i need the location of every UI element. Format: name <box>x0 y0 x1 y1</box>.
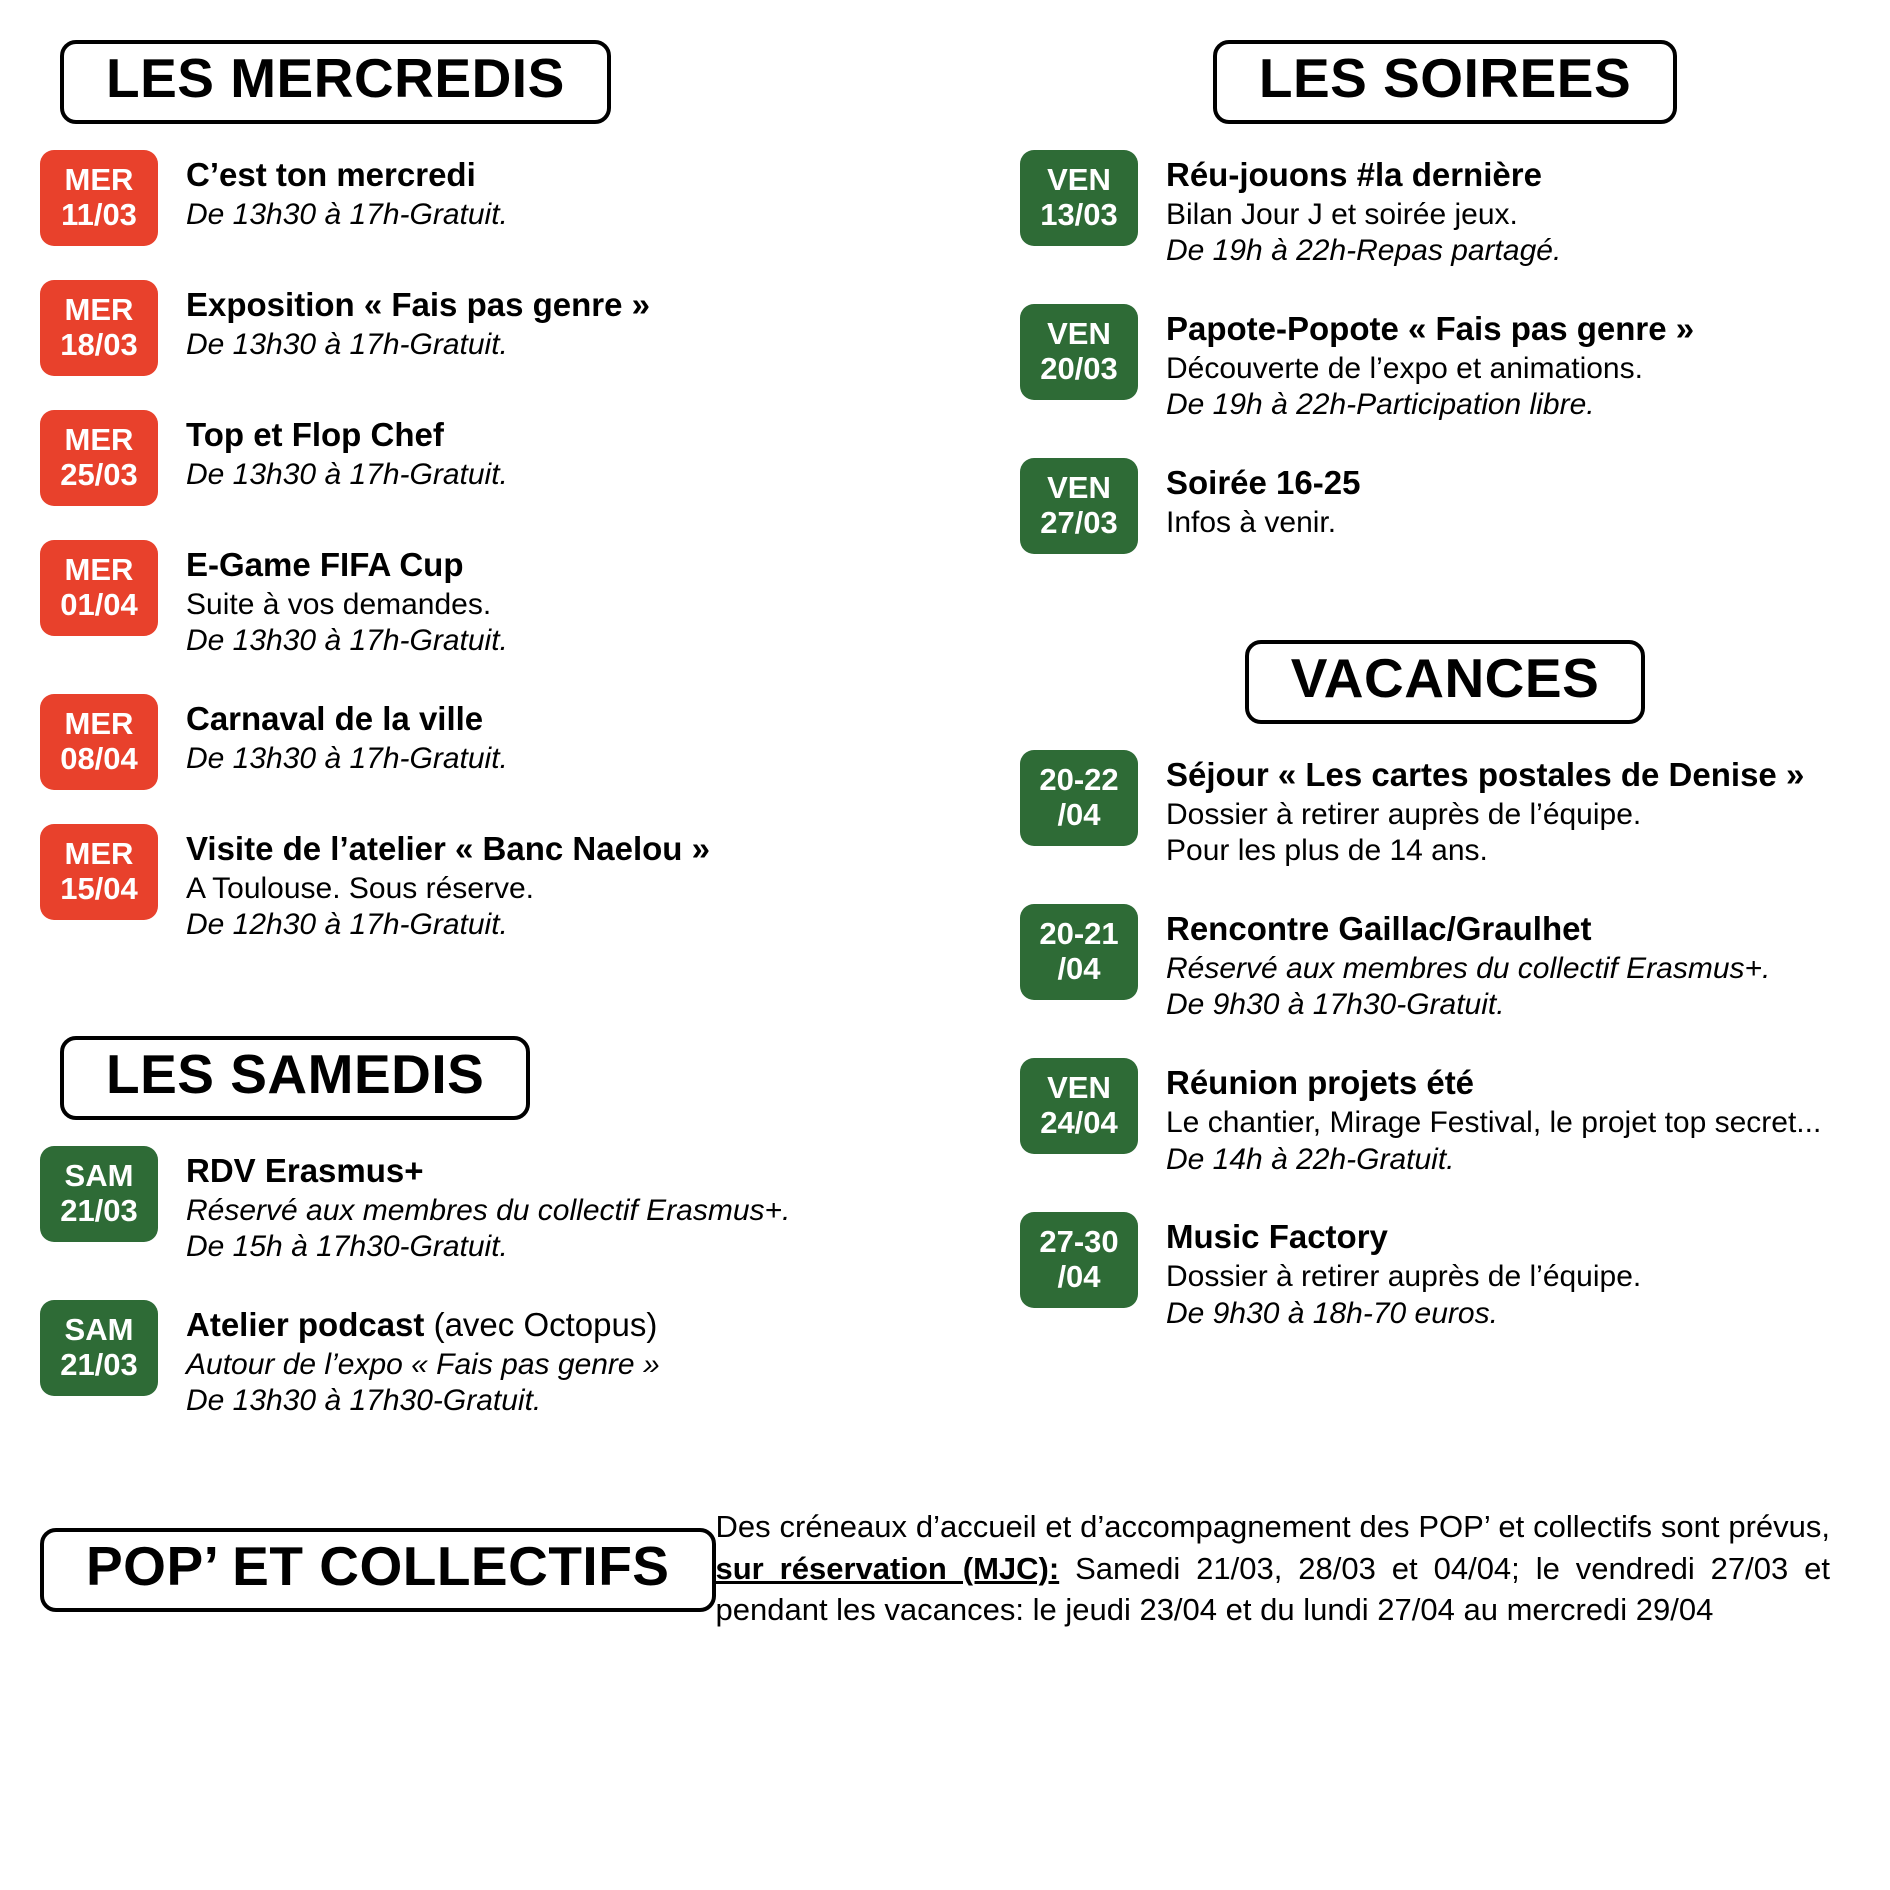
event-item <box>1020 458 1870 554</box>
badge-date: /04 <box>1057 950 1101 986</box>
event-detail: De 13h30 à 17h-Gratuit. <box>186 457 508 491</box>
samedis-title-wrap <box>40 1036 970 1120</box>
section-title-soirees: LES SOIREES <box>1213 40 1677 124</box>
event-text <box>158 150 970 234</box>
event-title: Top et Flop Chef <box>186 415 444 453</box>
footer-note-part2: Samedi 21/03, 28/03 et 04/04; le vendredi 27/03 et pendant les vacances: le jeudi 23/04 et du lundi 27/04 au mercredi 29/04 <box>715 1550 1831 1628</box>
section-title-mercredis: LES MERCREDIS <box>60 40 611 124</box>
badge-day: VEN <box>1047 316 1111 352</box>
badge-day: 27-30 <box>1039 1224 1119 1260</box>
mercredis-title-wrap <box>40 40 970 124</box>
event-item <box>40 540 970 660</box>
section-title-samedis: LES SAMEDIS <box>60 1036 530 1120</box>
event-detail: Suite à vos demandes. <box>186 587 492 621</box>
badge-date: 21/03 <box>60 1346 138 1382</box>
columns-layout <box>40 40 1850 1442</box>
date-badge <box>1020 750 1138 846</box>
event-detail: A Toulouse. Sous réserve. <box>186 871 534 905</box>
event-item <box>40 280 970 376</box>
event-title: Carnaval de la ville <box>186 699 484 737</box>
event-item <box>1020 1212 1870 1332</box>
badge-date: 01/04 <box>60 586 138 622</box>
date-badge <box>40 540 158 636</box>
event-title: Exposition « Fais pas genre » <box>186 285 650 323</box>
event-detail: De 13h30 à 17h-Gratuit. <box>186 327 508 361</box>
event-item <box>40 1300 970 1420</box>
badge-date: /04 <box>1057 796 1101 832</box>
badge-day: SAM <box>64 1158 134 1194</box>
badge-date: 08/04 <box>60 740 138 776</box>
event-detail: De 13h30 à 17h-Gratuit. <box>186 624 508 658</box>
event-detail: De 14h à 22h-Gratuit. <box>1166 1142 1455 1176</box>
event-detail: De 9h30 à 18h-70 euros. <box>1166 1296 1498 1330</box>
event-item <box>40 410 970 506</box>
date-badge <box>40 150 158 246</box>
event-detail: De 19h à 22h-Repas partagé. <box>1166 234 1562 268</box>
event-title-suffix: (avec Octopus) <box>424 1305 658 1343</box>
date-badge <box>1020 304 1138 400</box>
badge-day: MER <box>64 552 134 588</box>
event-detail: Bilan Jour J et soirée jeux. <box>1166 197 1518 231</box>
date-badge <box>1020 458 1138 554</box>
event-text <box>1138 904 1870 1024</box>
badge-day: 20-22 <box>1039 762 1119 798</box>
soirees-title-wrap <box>1020 40 1870 124</box>
date-badge <box>40 280 158 376</box>
event-item <box>40 150 970 246</box>
event-title: Rencontre Gaillac/Graulhet <box>1166 909 1592 947</box>
badge-day: MER <box>64 706 134 742</box>
badge-day: VEN <box>1047 162 1111 198</box>
event-item <box>1020 150 1870 270</box>
event-item <box>1020 304 1870 424</box>
footer <box>40 1502 1850 1631</box>
event-title: Réu-jouons #la dernière <box>1166 155 1542 193</box>
badge-date: 24/04 <box>1040 1105 1118 1140</box>
date-badge <box>40 1146 158 1242</box>
event-text <box>158 410 970 494</box>
badge-date: 11/03 <box>61 196 137 232</box>
event-text <box>1138 304 1870 424</box>
badge-day: MER <box>64 422 134 458</box>
badge-day: MER <box>64 836 134 872</box>
event-item <box>40 694 970 790</box>
event-detail: Réservé aux membres du collectif Erasmus+. <box>186 1193 791 1227</box>
event-title: RDV Erasmus+ <box>186 1151 424 1189</box>
soirees-event-list <box>1020 150 1870 554</box>
vacances-title-wrap <box>1020 640 1870 724</box>
samedis-event-list <box>40 1146 970 1420</box>
event-detail: Réservé aux membres du collectif Erasmus+. <box>1166 951 1771 985</box>
badge-date: 18/03 <box>60 326 138 362</box>
event-text <box>1138 1212 1870 1332</box>
event-text <box>1138 458 1870 542</box>
badge-date: 25/03 <box>60 456 138 492</box>
event-text <box>1138 150 1870 270</box>
date-badge <box>1020 150 1138 246</box>
event-text <box>158 540 970 660</box>
event-text <box>158 280 970 364</box>
badge-day: 20-21 <box>1039 916 1119 952</box>
event-text <box>158 1146 970 1266</box>
vacances-section <box>1020 640 1870 1332</box>
event-title: Music Factory <box>1166 1218 1388 1256</box>
badge-date: 13/03 <box>1040 196 1118 232</box>
event-item <box>40 824 970 944</box>
section-title-pop-collectifs: POP’ ET COLLECTIFS <box>40 1528 716 1612</box>
left-column <box>40 40 970 1442</box>
event-title: Soirée 16-25 <box>1166 464 1361 501</box>
event-detail: De 9h30 à 17h30-Gratuit. <box>1166 988 1505 1022</box>
event-title: Visite de l’atelier « Banc Naelou » <box>186 829 710 867</box>
footer-title-wrap <box>40 1502 716 1612</box>
event-item <box>1020 750 1870 870</box>
badge-day: MER <box>64 162 134 198</box>
badge-date: 21/03 <box>60 1192 138 1228</box>
badge-date: 15/04 <box>60 870 138 906</box>
event-title: E-Game FIFA Cup <box>186 545 464 583</box>
event-detail: De 15h à 17h30-Gratuit. <box>186 1230 508 1264</box>
event-detail: Infos à venir. <box>1166 505 1337 539</box>
event-detail: Dossier à retirer auprès de l’équipe. <box>1166 1260 1642 1294</box>
badge-date: 20/03 <box>1040 350 1118 386</box>
event-detail: Dossier à retirer auprès de l’équipe. <box>1166 797 1642 831</box>
event-title: C’est ton mercredi <box>186 155 476 193</box>
vacances-event-list <box>1020 750 1870 1333</box>
badge-day: SAM <box>64 1312 134 1348</box>
event-detail: De 19h à 22h-Participation libre. <box>1166 388 1595 422</box>
footer-note-reservation: sur réservation (MJC): <box>715 1550 1060 1586</box>
event-detail: De 12h30 à 17h-Gratuit. <box>186 908 508 942</box>
event-detail: Le chantier, Mirage Festival, le projet top secret... <box>1166 1105 1822 1139</box>
event-item <box>1020 904 1870 1024</box>
badge-date: 27/03 <box>1040 505 1118 540</box>
footer-note <box>716 1502 1851 1631</box>
event-text <box>1138 1058 1870 1178</box>
badge-day: MER <box>64 292 134 328</box>
mercredis-event-list <box>40 150 970 944</box>
samedis-section <box>40 1036 970 1420</box>
event-title: Séjour « Les cartes postales de Denise » <box>1166 755 1805 793</box>
date-badge <box>1020 904 1138 1000</box>
event-detail: Autour de l’expo « Fais pas genre » <box>186 1347 660 1381</box>
event-detail: Découverte de l’expo et animations. <box>1166 351 1643 385</box>
event-title <box>186 1306 970 1345</box>
event-item <box>40 1146 970 1266</box>
event-text <box>1138 750 1870 870</box>
badge-day: VEN <box>1047 470 1111 506</box>
section-title-vacances: VACANCES <box>1245 640 1646 724</box>
date-badge <box>1020 1212 1138 1308</box>
event-text <box>158 824 970 944</box>
date-badge <box>40 824 158 920</box>
footer-note-part1: Des créneaux d’accueil et d’accompagnement des POP’ et collectifs sont prévus, <box>715 1509 1830 1544</box>
event-detail: De 13h30 à 17h-Gratuit. <box>186 741 508 775</box>
event-title: Papote-Popote « Fais pas genre » <box>1166 309 1695 347</box>
date-badge <box>40 1300 158 1396</box>
event-text <box>158 694 970 778</box>
event-detail: De 13h30 à 17h30-Gratuit. <box>186 1384 542 1418</box>
event-title: Réunion projets été <box>1166 1064 1475 1101</box>
event-detail: De 13h30 à 17h-Gratuit. <box>186 197 508 231</box>
right-column <box>970 40 1870 1354</box>
event-text <box>158 1300 970 1420</box>
event-title-main: Atelier podcast <box>186 1305 425 1343</box>
date-badge <box>1020 1058 1138 1154</box>
date-badge <box>40 410 158 506</box>
event-detail: Pour les plus de 14 ans. <box>1166 834 1488 868</box>
event-item <box>1020 1058 1870 1178</box>
date-badge <box>40 694 158 790</box>
badge-date: /04 <box>1057 1259 1101 1295</box>
badge-day: VEN <box>1047 1070 1111 1106</box>
